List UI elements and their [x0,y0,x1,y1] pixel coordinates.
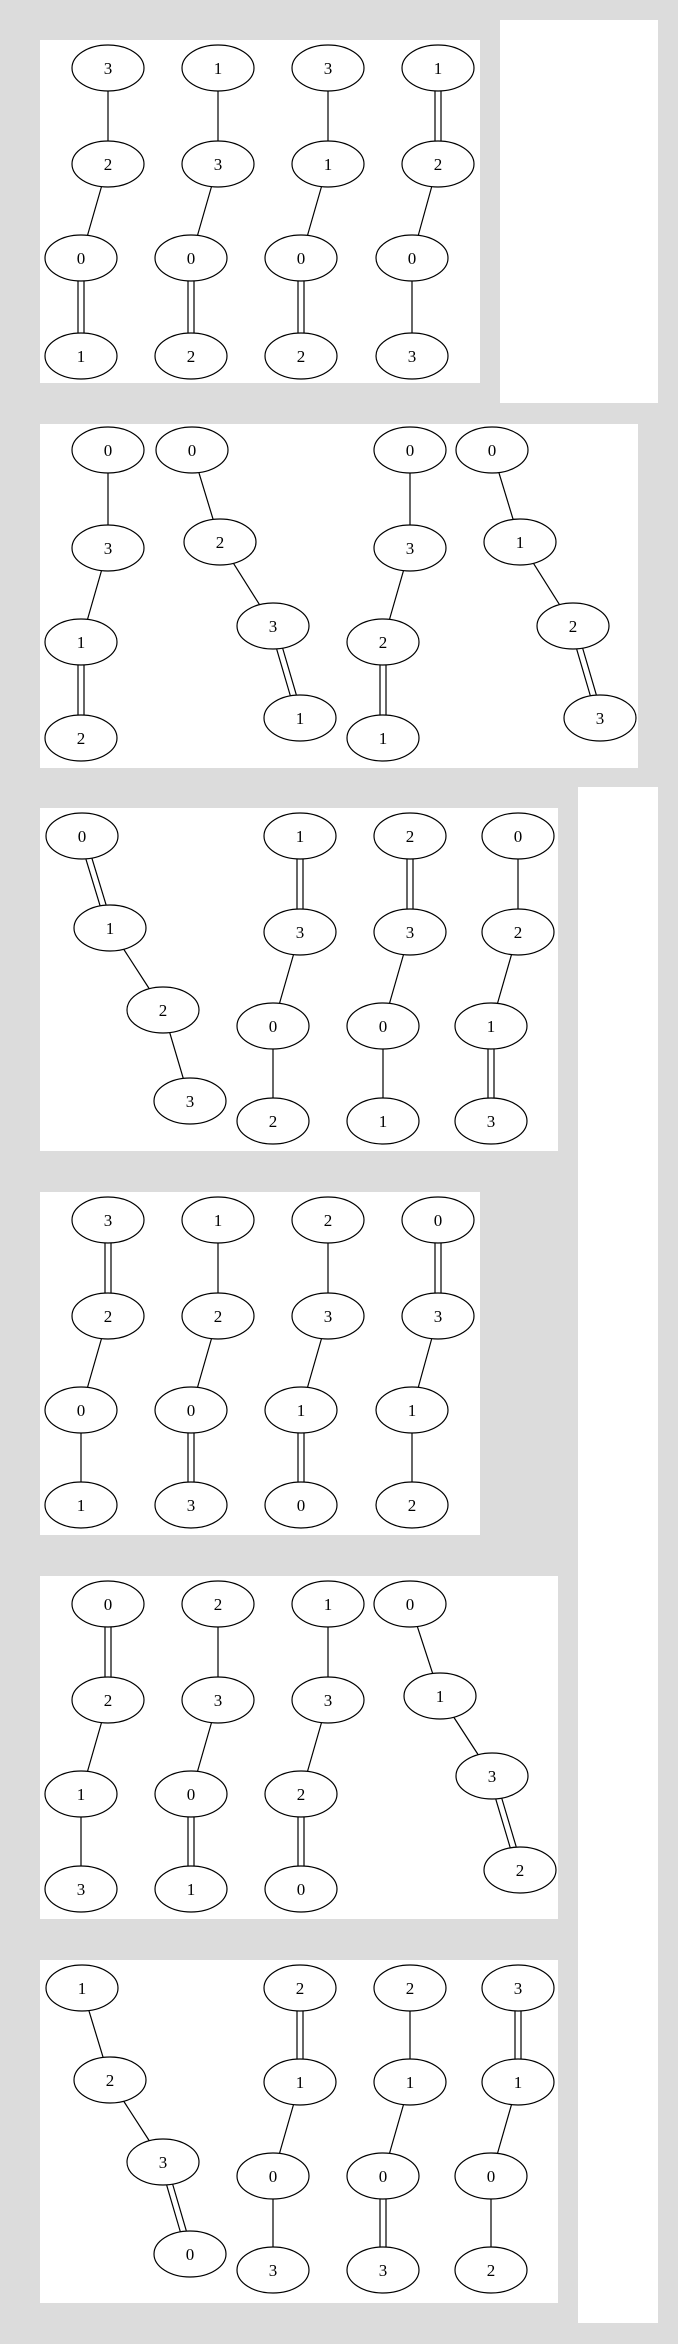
node-label: 0 [268,1017,278,1036]
node [46,813,118,859]
node [292,1581,364,1627]
node-label: 3 [213,155,223,174]
panel-background-4 [578,787,658,2323]
node-label: 3 [323,1307,333,1326]
node-label: 0 [186,1401,196,1420]
node [482,1965,554,2011]
node-label: 2 [515,1861,525,1880]
node-label: 1 [407,1401,417,1420]
node [374,427,446,473]
node [45,619,117,665]
node [292,1293,364,1339]
node [347,619,419,665]
node-label: 2 [76,729,86,748]
node [482,813,554,859]
node-label: 2 [405,827,415,846]
node [154,1078,226,1124]
node-label: 0 [76,1401,86,1420]
node-label: 3 [186,1496,196,1515]
node [155,1482,227,1528]
node-label: 1 [76,347,86,366]
node-label: 0 [378,1017,388,1036]
node-label: 3 [323,59,333,78]
node-label: 3 [323,1691,333,1710]
node-label: 3 [213,1691,223,1710]
node [72,45,144,91]
node [237,1098,309,1144]
node [404,1673,476,1719]
node-label: 1 [378,729,388,748]
node-label: 1 [213,59,223,78]
node [374,1581,446,1627]
node-label: 1 [515,533,525,552]
node [402,1293,474,1339]
node [482,2059,554,2105]
node-label: 0 [77,827,87,846]
node [265,1482,337,1528]
node-label: 1 [513,2073,523,2092]
node [45,1866,117,1912]
node-label: 1 [213,1211,223,1230]
node [72,1677,144,1723]
node-label: 0 [486,2167,496,2186]
node [155,235,227,281]
node-label: 2 [296,1785,306,1804]
node [402,141,474,187]
node-label: 2 [213,1595,223,1614]
node [264,1965,336,2011]
node-label: 1 [378,1112,388,1131]
node [155,1771,227,1817]
node [376,333,448,379]
node [72,1293,144,1339]
node [72,1581,144,1627]
node-label: 3 [407,347,417,366]
node [374,525,446,571]
node-label: 1 [76,1496,86,1515]
node [347,1098,419,1144]
node [482,909,554,955]
node-label: 2 [213,1307,223,1326]
node [564,695,636,741]
node-label: 3 [595,709,605,728]
node [537,603,609,649]
node-label: 2 [296,347,306,366]
node [292,45,364,91]
node [237,2153,309,2199]
node-label: 2 [103,1307,113,1326]
node-label: 2 [215,533,225,552]
node-label: 2 [513,923,523,942]
node [184,519,256,565]
node-label: 3 [487,1767,497,1786]
node-label: 1 [295,709,305,728]
node-label: 0 [433,1211,443,1230]
node-label: 1 [405,2073,415,2092]
node-label: 3 [378,2261,388,2280]
node-label: 2 [158,1001,168,1020]
node-label: 0 [296,249,306,268]
node [347,715,419,761]
node-label: 3 [76,1880,86,1899]
node [182,1293,254,1339]
node [374,1965,446,2011]
node-label: 1 [77,1979,87,1998]
node-label: 0 [186,1785,196,1804]
node-label: 2 [103,1691,113,1710]
panel-background-1 [500,20,658,403]
node [347,1003,419,1049]
node [182,1677,254,1723]
node [45,235,117,281]
node-label: 1 [296,1401,306,1420]
node [374,2059,446,2105]
node [455,2153,527,2199]
node-label: 1 [435,1687,445,1706]
node-label: 0 [296,1496,306,1515]
node [72,525,144,571]
node-label: 3 [268,2261,278,2280]
node [376,1387,448,1433]
node-label: 3 [433,1307,443,1326]
node [237,2247,309,2293]
node-label: 2 [433,155,443,174]
node [376,1482,448,1528]
node [45,333,117,379]
node [455,2247,527,2293]
node-label: 3 [513,1979,523,1998]
node [376,235,448,281]
node [127,2139,199,2185]
node-label: 1 [295,2073,305,2092]
node [455,1003,527,1049]
node [264,909,336,955]
node-label: 1 [295,827,305,846]
node [484,1847,556,1893]
node [72,141,144,187]
node-label: 0 [378,2167,388,2186]
node [292,1197,364,1243]
node-label: 3 [486,1112,496,1131]
node [264,2059,336,2105]
node-label: 1 [186,1880,196,1899]
node [72,1197,144,1243]
node [45,715,117,761]
node-label: 0 [296,1880,306,1899]
node [182,141,254,187]
node-label: 3 [158,2153,168,2172]
node [402,45,474,91]
node-label: 2 [568,617,578,636]
node [182,1197,254,1243]
node-label: 0 [185,2245,195,2264]
node-label: 2 [323,1211,333,1230]
node [155,1866,227,1912]
node [264,695,336,741]
node-label: 3 [268,617,278,636]
node [292,1677,364,1723]
node [374,813,446,859]
node [237,1003,309,1049]
node [45,1771,117,1817]
node-label: 2 [405,1979,415,1998]
node [45,1482,117,1528]
node-label: 0 [76,249,86,268]
node [265,333,337,379]
node [484,519,556,565]
node [155,333,227,379]
node [45,1387,117,1433]
node-label: 1 [76,633,86,652]
node [182,45,254,91]
node [265,235,337,281]
node [155,1387,227,1433]
node-label: 2 [268,1112,278,1131]
node-label: 2 [186,347,196,366]
node [374,909,446,955]
node-label: 0 [268,2167,278,2186]
node [292,141,364,187]
node [182,1581,254,1627]
node-label: 0 [103,441,113,460]
node-label: 0 [103,1595,113,1614]
node-label: 3 [185,1092,195,1111]
node-label: 2 [378,633,388,652]
node-label: 2 [486,2261,496,2280]
node-label: 1 [433,59,443,78]
node [264,813,336,859]
node [154,2231,226,2277]
node [347,2247,419,2293]
node-label: 0 [407,249,417,268]
node [46,1965,118,2011]
node [237,603,309,649]
node [456,427,528,473]
node-label: 0 [187,441,197,460]
node-label: 1 [76,1785,86,1804]
node-label: 0 [405,441,415,460]
node-label: 2 [103,155,113,174]
node [456,1753,528,1799]
node [72,427,144,473]
node-label: 3 [295,923,305,942]
node-label: 3 [405,923,415,942]
node [265,1387,337,1433]
node [265,1866,337,1912]
node [127,987,199,1033]
node-label: 0 [405,1595,415,1614]
node-label: 2 [105,2071,115,2090]
node [347,2153,419,2199]
node-label: 1 [323,155,333,174]
node-label: 0 [513,827,523,846]
node [265,1771,337,1817]
node-label: 1 [105,919,115,938]
panel-backgrounds [40,20,658,2323]
node-label: 0 [186,249,196,268]
panel-background-3 [40,424,638,768]
node [156,427,228,473]
node-label: 1 [486,1017,496,1036]
node-label: 3 [103,59,113,78]
node-label: 3 [405,539,415,558]
node-label: 2 [407,1496,417,1515]
node [455,1098,527,1144]
node [402,1197,474,1243]
node [74,905,146,951]
node-label: 1 [323,1595,333,1614]
node-label: 3 [103,539,113,558]
node-label: 0 [487,441,497,460]
node-label: 2 [295,1979,305,1998]
node [74,2057,146,2103]
node-label: 3 [103,1211,113,1230]
